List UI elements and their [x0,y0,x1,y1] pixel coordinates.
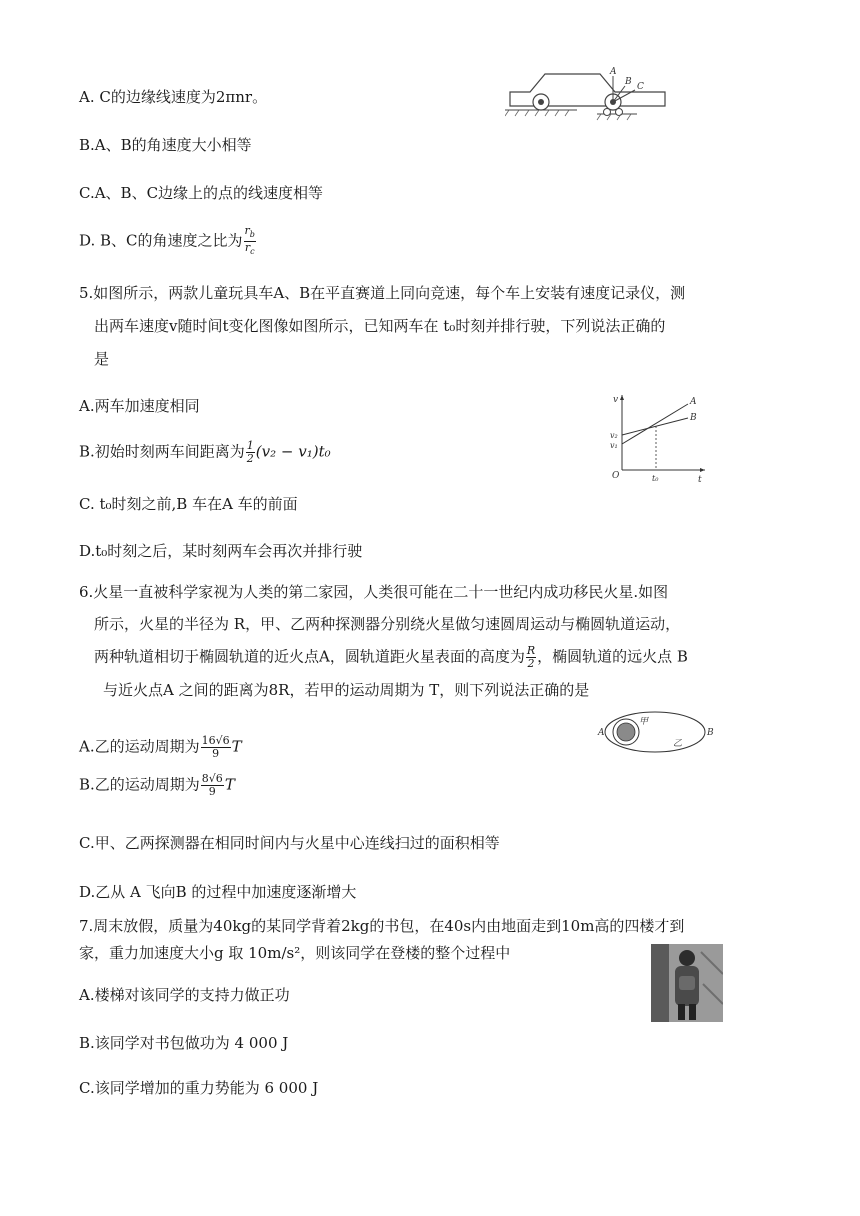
q6-option-b-symbol: T [224,775,235,794]
wheel-b [604,109,611,116]
q4-option-d [79,225,257,258]
label-t: t [698,475,702,485]
fraction-numerator: R [526,644,536,657]
q6-stem-line-3 [94,645,688,670]
q6-option-a-text: A.乙的运动周期为 [79,737,200,756]
label-b: B [625,77,632,87]
v-axis-arrow [620,395,624,400]
q5-option-b-text: B.初始时刻两车间距离为 [79,442,245,461]
q6-option-b-text: B.乙的运动周期为 [79,775,200,794]
q6-stem-line-3-text: 两种轨道相切于椭圆轨道的近火点A，圆轨道距火星表面的高度为 [94,647,525,666]
label-jia: 甲 [639,717,649,727]
student-stairs-photo [651,944,723,1022]
q5-option-c: C. t₀时刻之前,B 车在A 车的前面 [79,495,298,513]
stair-wall [651,944,669,1022]
label-b: B [690,413,697,423]
fraction-denominator: 2 [246,452,254,465]
q6-option-b [79,773,235,798]
q6-stem-line-1: 6.火星一直被科学家视为人类的第二家园，人类很可能在二十一世纪内成功移民火星.如图 [79,583,669,601]
q5-option-a: A.两车加速度相同 [79,397,200,415]
q6-option-c: C.甲、乙两探测器在相同时间内与火星中心连线扫过的面积相等 [79,834,500,852]
q7-stem-line-2: 家，重力加速度大小g 取 10m/s²，则该同学在登楼的整个过程中 [79,944,511,962]
q6-option-a-symbol: T [231,737,242,756]
label-t0: t₀ [652,474,659,483]
rear-wheel-hub [538,99,544,105]
student-leg [678,1004,685,1020]
q5-stem-line-3: 是 [94,350,110,368]
q6-option-b-fraction [201,773,224,798]
q4-option-d-text: D. B、C的角速度之比为 [79,231,243,250]
q7-option-c: C.该同学增加的重力势能为 6 000 J [79,1079,319,1097]
line-a [622,404,688,444]
label-v2: v₂ [610,431,618,440]
q6-stem-line-3-suffix: ，椭圆轨道的远火点 B [537,647,688,666]
backpack-pocket [679,976,695,990]
q7-option-b: B.该同学对书包做功为 4 000 J [79,1034,289,1052]
q5-option-d: D.t₀时刻之后，某时刻两车会再次并排行驶 [79,542,363,560]
q5-stem-line-1: 5.如图所示，两款儿童玩具车A、B在平直赛道上同向竞速，每个车上安装有速度记录仪，测 [79,284,686,302]
q4-option-c: C.A、B、C边缘上的点的线速度相等 [79,184,324,202]
q6-option-d: D.乙从 A 飞向B 的过程中加速度逐渐增大 [79,883,357,901]
student-head [679,950,695,966]
q6-stem-line-4: 与近火点A 之间的距离为8R，若甲的运动周期为 T，则下列说法正确的是 [103,681,590,699]
label-a: A [610,67,617,77]
fraction-numerator: $r_b$ [244,225,256,242]
wheel-c [616,109,623,116]
ground-hatching [505,110,631,120]
q7-option-a: A.楼梯对该同学的支持力做正功 [79,986,290,1004]
car-wheels-figure [505,62,675,126]
t-axis-arrow [700,468,705,472]
label-v: v [613,395,619,405]
q5-stem-line-2: 出两车速度v随时间t变化图像如图所示，已知两车在 t₀时刻并排行驶，下列说法正确的 [94,317,666,335]
label-a: A [690,397,697,407]
label-origin: O [612,471,620,481]
q6-stem-line-2: 所示，火星的半径为 R，甲、乙两种探测器分别绕火星做匀速圆周运动与椭圆轨道运动， [94,615,681,633]
label-yi: 乙 [673,739,683,749]
q4-option-d-fraction [244,225,256,258]
q5-option-b-math: (v₂ − v₁)t₀ [255,442,331,461]
mars-planet [617,723,635,741]
fraction-numerator: 1 [246,439,254,452]
label-v1: v₁ [610,441,618,450]
fraction-denominator: 2 [527,657,535,670]
label-a: A [598,728,605,738]
line-b [622,418,688,435]
q4-option-a: A. C的边缘线速度为2πnr。 [79,88,268,106]
student-leg [689,1004,696,1020]
fraction-numerator: 8√6 [201,772,223,785]
q6-stem-fraction [526,645,536,670]
fraction-denominator: 9 [208,785,216,798]
q5-option-b [79,440,331,465]
fraction-denominator: $r_c$ [244,241,255,257]
q6-option-a [79,735,242,760]
mars-orbit-figure [597,708,722,756]
label-b: B [707,728,714,738]
q4-option-b: B.A、B的角速度大小相等 [79,136,252,154]
vt-graph-figure [610,390,710,485]
fraction-denominator: 9 [212,747,220,760]
fraction-numerator: 16√6 [201,734,230,747]
label-c: C [637,82,644,92]
q6-option-a-fraction [201,735,231,760]
q5-option-b-fraction [246,440,255,465]
q7-stem-line-1: 7.周末放假，质量为40kg的某同学背着2kg的书包，在40s内由地面走到10m高的四楼才到 [79,917,685,935]
